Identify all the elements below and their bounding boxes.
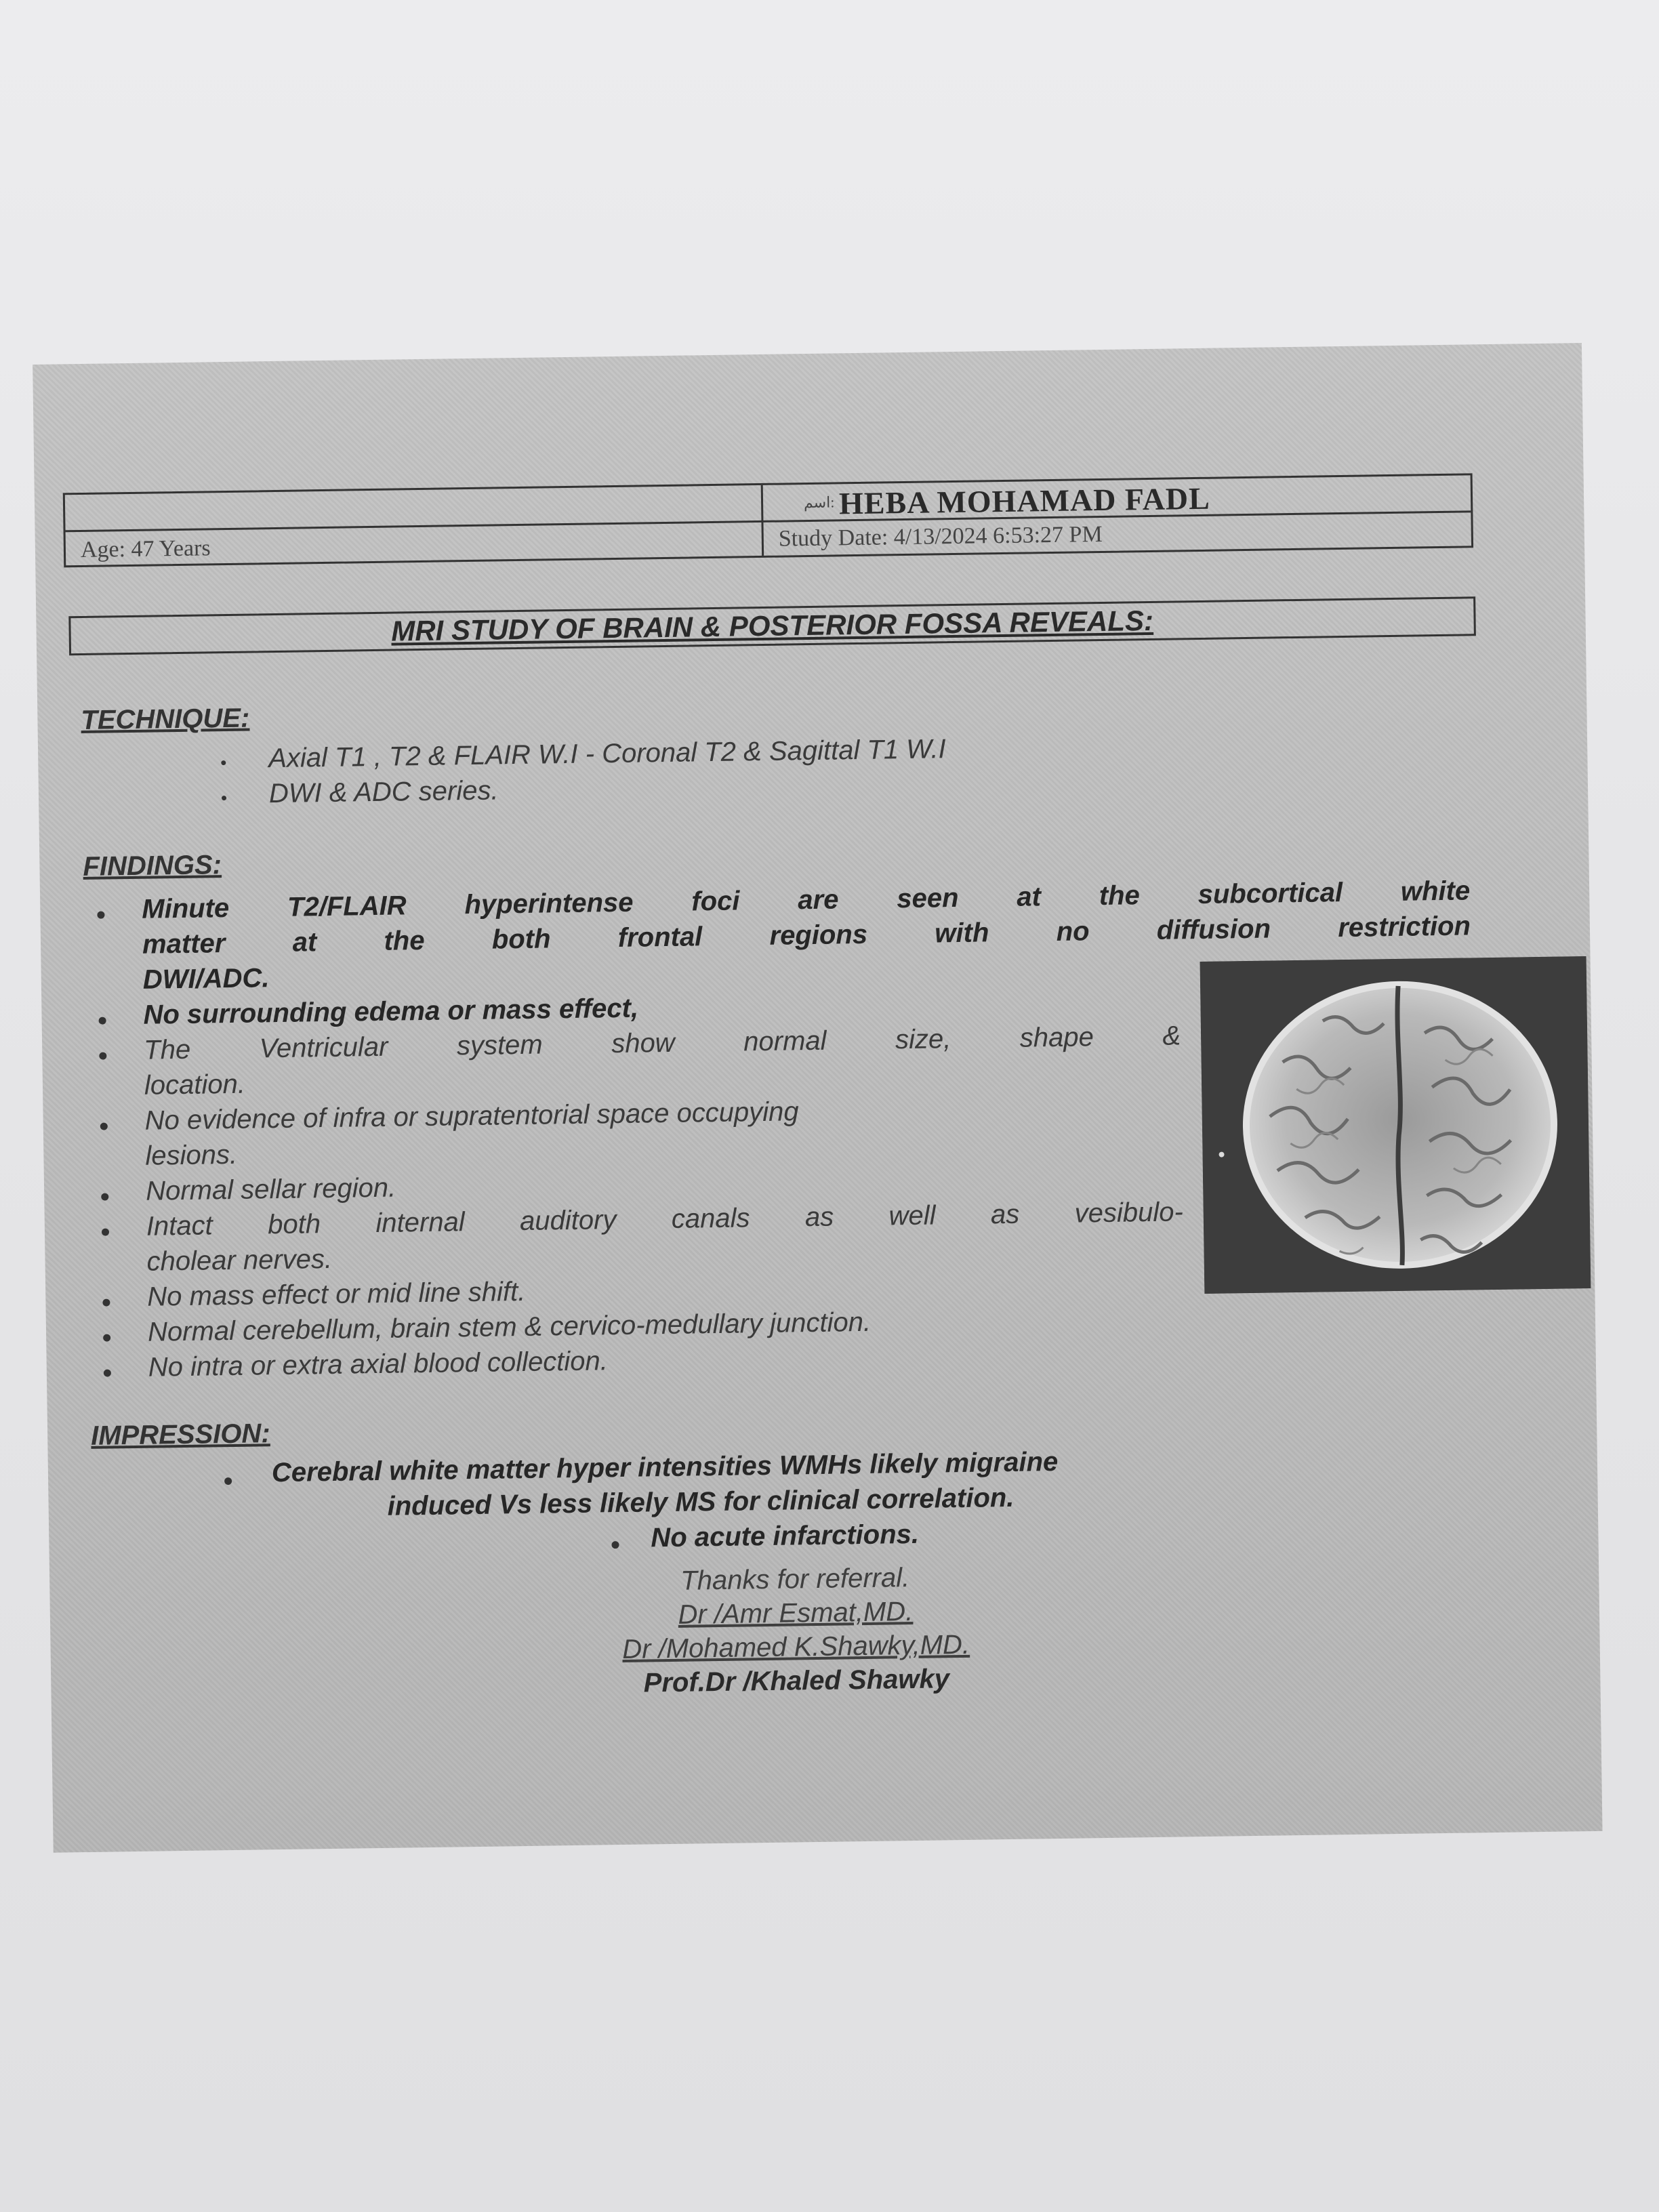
finding-line: location.: [144, 1069, 246, 1101]
bullet-marker: [99, 1052, 106, 1060]
technique-item: Axial T1 , T2 & FLAIR W.I - Coronal T2 & Sagittal T1 W.I: [268, 734, 947, 774]
finding-line: DWI/ADC.: [142, 963, 270, 995]
bullet-marker: [100, 1123, 108, 1130]
name-prefix-label: اسم:: [803, 493, 835, 512]
finding-line: The Ventricular system show normal size, shape &: [143, 1021, 1181, 1065]
finding-line: No evidence of infra or supratentorial space occupying: [144, 1097, 799, 1136]
doctor-signature: Dr /Amr Esmat,MD.: [678, 1597, 914, 1630]
finding-line: Normal cerebellum, brain stem & cervico-medullary junction.: [147, 1307, 872, 1347]
brain-mri-axial-icon: [1200, 956, 1591, 1294]
finding-line: No surrounding edema or mass effect,: [143, 993, 639, 1030]
technique-item: DWI & ADC series.: [268, 775, 499, 809]
bullet-marker: [222, 796, 226, 800]
report-sheet: [33, 343, 1602, 1853]
finding-line: Normal sellar region.: [145, 1172, 396, 1206]
patient-header-table: [63, 473, 1473, 567]
doctor-signature: Prof.Dr /Khaled Shawky: [643, 1664, 950, 1698]
brain-mri-image: [1200, 956, 1591, 1294]
bullet-marker: [101, 1193, 108, 1201]
bullet-marker: [99, 1017, 106, 1025]
impression-line: induced Vs less likely MS for clinical correlation.: [387, 1482, 1015, 1521]
bullet-marker: [102, 1229, 109, 1236]
bullet-marker: [224, 1477, 232, 1485]
doctor-signature: Dr /Mohamed K.Shawky,MD.: [621, 1629, 970, 1664]
bullet-marker: [104, 1369, 111, 1376]
thanks-line: Thanks for referral.: [680, 1563, 910, 1596]
bullet-marker: [611, 1541, 619, 1549]
patient-name: HEBA MOHAMAD FADL: [838, 480, 1211, 521]
finding-line: No mass effect or mid line shift.: [147, 1276, 526, 1312]
report-title-box: [68, 596, 1476, 655]
finding-line: matter at the both frontal regions with no diffusion restriction: [142, 911, 1471, 960]
findings-heading: FINDINGS:: [83, 850, 222, 882]
finding-line: Intact both internal auditory canals as well as vesibulo-: [146, 1197, 1184, 1242]
impression-line: No acute infarctions.: [651, 1519, 920, 1553]
study-date: Study Date: 4/13/2024 6:53:27 PM: [778, 521, 1103, 552]
finding-line: No intra or extra axial blood collection.: [148, 1346, 609, 1382]
finding-line: Minute T2/FLAIR hyperintense foci are seen at the subcortical white: [142, 876, 1471, 924]
technique-heading: TECHNIQUE:: [81, 703, 250, 736]
report-title: MRI STUDY OF BRAIN & POSTERIOR FOSSA REVEALS:: [390, 604, 1154, 647]
bullet-marker: [97, 912, 104, 919]
bullet-marker: [102, 1298, 110, 1306]
bullet-marker: [103, 1334, 110, 1341]
impression-line: Cerebral white matter hyper intensities WMHs likely migraine: [271, 1446, 1059, 1488]
finding-line: cholear nerves.: [146, 1244, 333, 1277]
finding-line: lesions.: [145, 1139, 238, 1171]
bullet-marker: [221, 760, 226, 765]
impression-heading: IMPRESSION:: [90, 1418, 270, 1451]
patient-age: Age: 47 Years: [80, 535, 211, 562]
